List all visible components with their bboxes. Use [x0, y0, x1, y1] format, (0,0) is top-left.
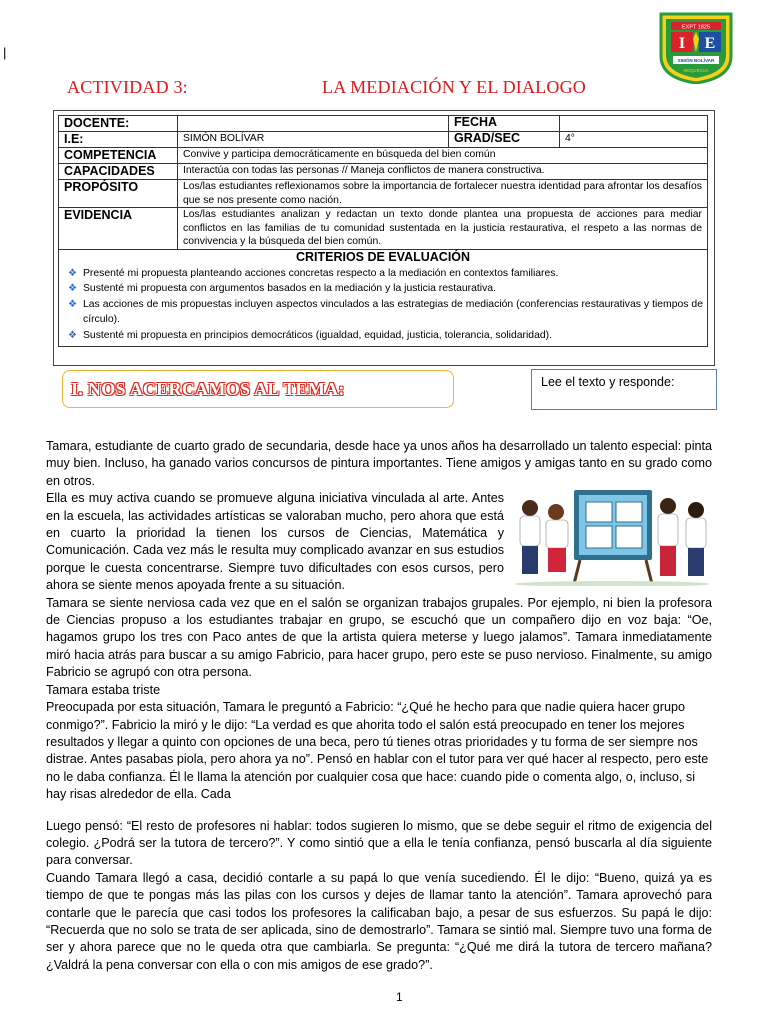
criteria-list: [63, 265, 703, 347]
bullet-icon: ❖: [68, 283, 77, 295]
docente-value: [178, 116, 449, 132]
criteria-text: Presenté mi propuesta planteando acciones concretas respecto a la mediación en contextos familiares.: [83, 267, 559, 279]
competencia-label: COMPETENCIA: [59, 148, 178, 164]
paragraph: Ella es muy activa cuando se promueve alguna iniciativa vinculada al arte. Antes en la escuela, las actividades artísticas se valoraban mucho, pero ahora que está en cuarto la prioridad la tienen los cursos de Ciencias, Matemática y Comunicación. Cada vez más le resulta muy complicado avanzar en sus estudios porque le cuesta concentrarse. Siempre tuvo dificultades con esos cursos, pero ahora se siente menos apoyada frente a su situación.: [46, 491, 504, 593]
text-caret: |: [3, 45, 7, 60]
criteria-text: Las acciones de mis propuestas incluyen aspectos vinculados a las estrategias de mediación (conferencias restaurativas y tiempos de círculo).: [83, 298, 703, 326]
instruction-text: Lee el texto y responde:: [541, 375, 675, 389]
bullet-icon: ❖: [68, 267, 77, 279]
criteria-text: Sustenté mi propuesta con argumentos basados en la mediación y la justicia restaurativa.: [83, 283, 496, 295]
paragraph: Tamara se siente nerviosa cada vez que en el salón se organizan trabajos grupales. Por ejemplo, ni bien la profesora de Ciencias propuso a los estudiantes trabajar en grupo, se escuchó que un compañero dijo en voz baja: “Oe, hagamos grupo los tres con Paco antes de que la artista quiera meterse y luego jalamos”. Tamara inmediatamente miró hacia atrás para buscar a su amigo Fabricio, para hacer grupo, pero este se puso nervioso. Finalmente, su amigo Fabricio se agrupó con otra persona.: [46, 595, 712, 680]
bullet-icon: ❖: [68, 298, 77, 310]
proposito-label: PROPÓSITO: [59, 180, 178, 208]
fecha-label: FECHA: [449, 116, 560, 132]
paragraph: Cuando Tamara llegó a casa, decidió contarle a su papá lo que venía sucediendo. Él le dijo: “Bueno, quizá ya es tiempo de que te pongas más las pilas con los cursos y dejes de llamar tanto la atención”. Tamara aprovechó para contarle que le parecía que casi todos los profesores la calificaban bajo, a pesar de sus esfuerzos. Su papá le dijo: “Recuerda que no solo se trata de ser aplicada, sino de demostrarlo”. Tamara se sintió mal. Siempre tuvo una forma de ser y ahora parece que no le queda otra que cambiarla. Se pregunta: “¿Qué me dirá la tutora de tercero mañana? ¿Valdrá la pena conversar con ella o con mis amigos de ese grado?”.: [46, 870, 712, 972]
svg-text:MOQUEGUA: MOQUEGUA: [683, 68, 709, 73]
capacidades-label: CAPACIDADES: [59, 164, 178, 180]
paragraph: Tamara estaba triste: [46, 682, 161, 697]
competencia-value: Convive y participa democráticamente en búsqueda del bien común: [178, 148, 708, 164]
paragraph-gap: [46, 804, 712, 818]
criteria-text: Sustenté mi propuesta en principios democráticos (igualdad, equidad, justicia, tolerancia, solidaridad).: [83, 329, 552, 341]
section-heading-box: [62, 370, 454, 408]
activity-label: ACTIVIDAD 3:: [67, 77, 188, 97]
proposito-value: Los/las estudiantes reflexionamos sobre la importancia de fortalecer nuestra identidad para afrontar los desafíos que se nos presente como nación.: [178, 180, 708, 208]
school-crest-logo: [657, 12, 735, 84]
svg-text:I: I: [678, 35, 686, 52]
paragraph: Luego pensó: “El resto de profesores ni hablar: todos sugieren lo mismo, que se debe seguir el ritmo de exigencia del colegio. ¿Podrá ser la tutora de tercero?”. Y como sintió que a ella le tenía confianza, pensó buscarla al día siguiente para conversar.: [46, 818, 712, 868]
paragraph: Tamara, estudiante de cuarto grado de secundaria, desde hace ya unos años ha desarrollado un talento especial: pinta muy bien. Incluso, ha ganado varios concursos de pintura importantes. Tiene amigos y amigas tanto en su grado como en otros.: [46, 439, 712, 488]
svg-text:SIMÓN BOLÍVAR: SIMÓN BOLÍVAR: [677, 58, 715, 63]
instruction-box: [531, 369, 717, 410]
lesson-info-frame: [53, 110, 715, 366]
page-title: LA MEDIACIÓN Y EL DIALOGO: [322, 77, 586, 97]
grad-sec-value: 4°: [560, 132, 708, 148]
lesson-info-table: [58, 115, 708, 347]
paragraph: Preocupada por esta situación, Tamara le preguntó a Fabricio: “¿Qué he hecho para que nadie quiera hacer grupo conmigo?”. Fabricio la miró y le dijo: “La verdad es que ahorita todo el salón está preocupado en tener los mejores resultados y llegar a quinto con opciones de una beca, pero tú tienes otras prioridades y tu forma de ser siempre nos distrae. Antes pasabas piola, pero ahora ya no”. Pensó en hablar con el tutor para ver qué hacer al respecto, pero este no le daba confianza. Él le llama la atención por cualquier cosa que hace: cuando pide o comenta algo, o, incluso, si hay risas alrededor de ella. Cada: [46, 700, 709, 802]
criteria-cell: [59, 249, 708, 347]
fecha-value: [560, 116, 708, 132]
svg-text:EXPT 1825: EXPT 1825: [681, 24, 711, 31]
reading-text: [46, 438, 712, 974]
section-heading: I. NOS ACERCAMOS AL TEMA:: [71, 379, 345, 399]
ie-value: SIMÓN BOLÍVAR: [178, 132, 449, 148]
criteria-item: [63, 297, 703, 328]
evidencia-label: EVIDENCIA: [59, 208, 178, 250]
criteria-item: [63, 328, 703, 344]
criteria-item: [63, 266, 703, 282]
ie-label: I.E:: [59, 132, 178, 148]
docente-label: DOCENTE:: [59, 116, 178, 132]
grad-sec-label: GRAD/SEC: [449, 132, 560, 148]
svg-text:E: E: [704, 35, 716, 52]
criteria-title: CRITERIOS DE EVALUACIÓN: [295, 249, 471, 264]
page-number: 1: [396, 990, 403, 1004]
evidencia-value: Los/las estudiantes analizan y redactan un texto donde plantea una propuesta de acciones para mediar conflictos en las familias de tu comunidad sustentada en la justicia restaurativa, el respeto a las normas de convivencia y la búsqueda del bien común.: [178, 208, 708, 250]
criteria-item: [63, 281, 703, 297]
capacidades-value: Interactúa con todas las personas // Maneja conflictos de manera constructiva.: [178, 164, 708, 180]
bullet-icon: ❖: [68, 329, 77, 341]
